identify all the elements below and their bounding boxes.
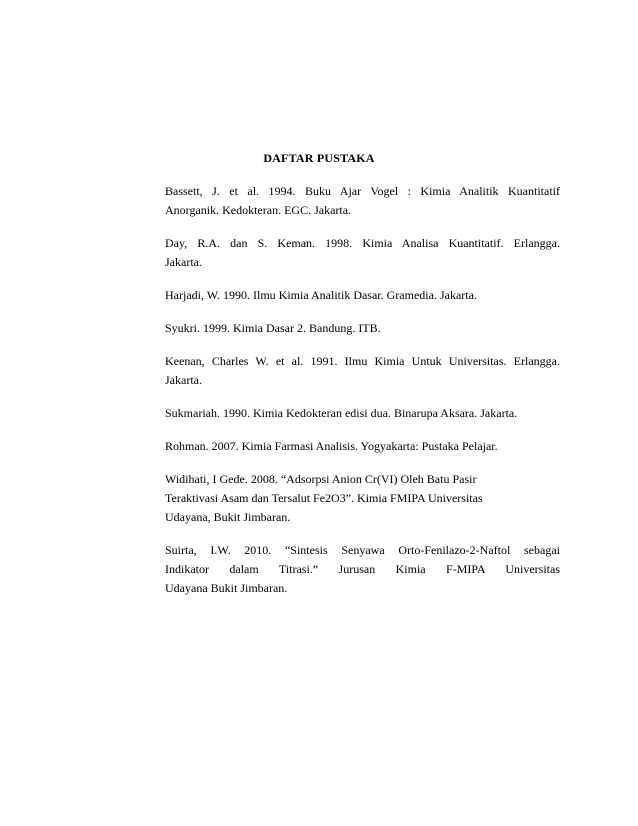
reference-line: Rohman. 2007. Kimia Farmasi Analisis. Yogyakarta: Pustaka Pelajar.	[165, 439, 498, 453]
reference-line: Udayana, Bukit Jimbaran.	[165, 510, 291, 524]
reference-item	[165, 182, 560, 220]
reference-line: Anorganik. Kedokteran. EGC. Jakarta.	[165, 203, 352, 217]
reference-item	[165, 470, 560, 527]
reference-item	[165, 234, 560, 272]
reference-item	[165, 404, 560, 423]
reference-line: Udayana Bukit Jimbaran.	[165, 581, 288, 595]
reference-line: Bassett, J. et al. 1994. Buku Ajar Vogel : Kimia Analitik Kuantitatif	[165, 184, 560, 198]
reference-line: Suirta, I.W. 2010. “Sintesis Senyawa Orto-Fenilazo-2-Naftol sebagai	[165, 543, 560, 557]
reference-line: Keenan, Charles W. et al. 1991. Ilmu Kimia Untuk Universitas. Erlangga.	[165, 354, 560, 368]
reference-item	[165, 286, 560, 305]
reference-line: Syukri. 1999. Kimia Dasar 2. Bandung. ITB.	[165, 321, 381, 335]
reference-line: Day, R.A. dan S. Keman. 1998. Kimia Analisa Kuantitatif. Erlangga.	[165, 236, 560, 250]
reference-line: Harjadi, W. 1990. Ilmu Kimia Analitik Dasar. Gramedia. Jakarta.	[165, 288, 477, 302]
reference-line: Widihati, I Gede. 2008. “Adsorpsi Anion Cr(VI) Oleh Batu Pasir	[165, 472, 477, 486]
reference-item	[165, 541, 560, 598]
reference-item	[165, 352, 560, 390]
reference-line: Teraktivasi Asam dan Tersalut Fe2O3”. Kimia FMIPA Universitas	[165, 491, 483, 505]
reference-line: Indikator dalam Titrasi.” Jurusan Kimia F-MIPA Universitas	[165, 562, 560, 576]
reference-line: Sukmariah. 1990. Kimia Kedokteran edisi dua. Binarupa Aksara. Jakarta.	[165, 406, 518, 420]
reference-item	[165, 319, 560, 338]
page-title: DAFTAR PUSTAKA	[263, 151, 375, 165]
reference-line: Jakarta.	[165, 255, 202, 269]
reference-line: Jakarta.	[165, 373, 202, 387]
reference-item	[165, 437, 560, 456]
reference-list	[165, 182, 560, 612]
